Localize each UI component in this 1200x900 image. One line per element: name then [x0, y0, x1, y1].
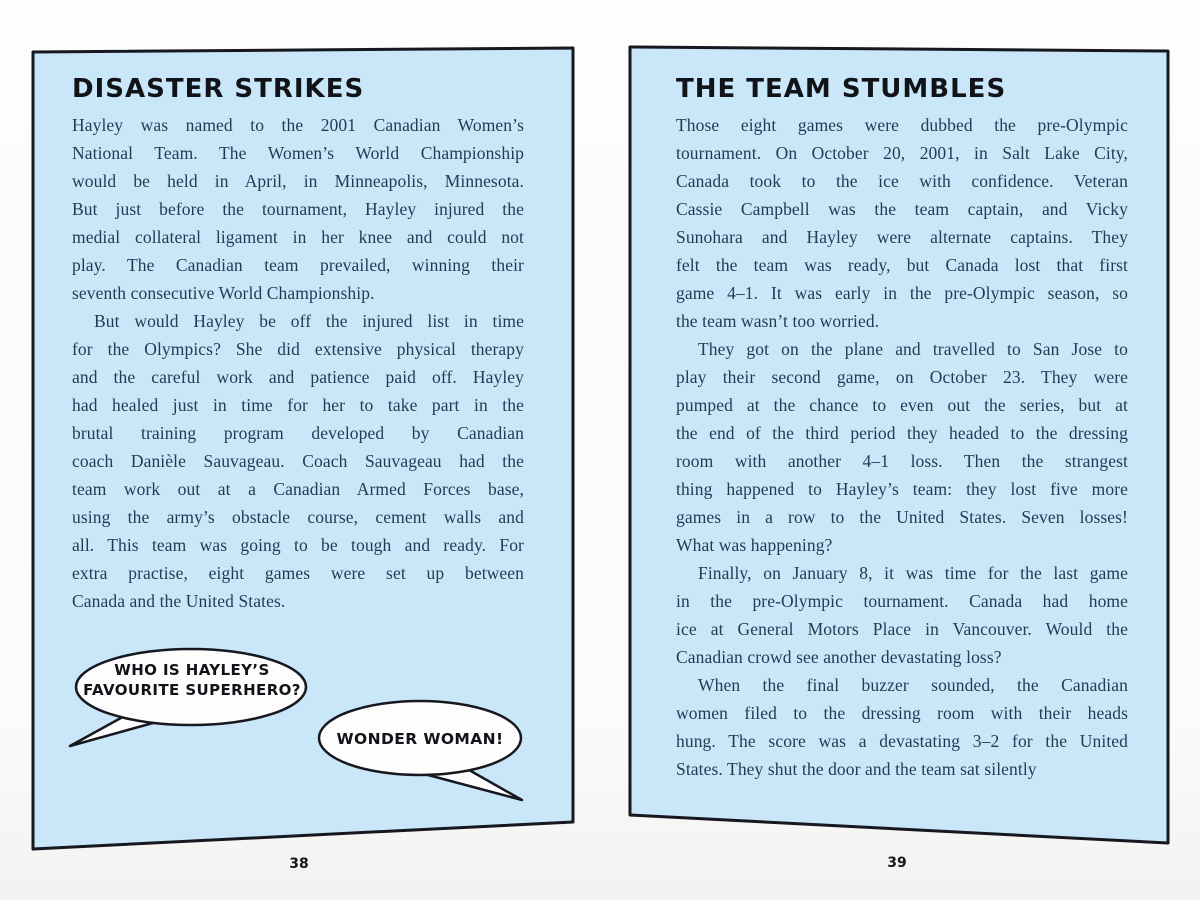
text-line: Canada took to the ice with confidence. Veteran [676, 171, 1128, 191]
text-line: women filed to the dressing room with their heads [676, 703, 1128, 723]
text-line: coach Danièle Sauvageau. Coach Sauvageau had the [72, 451, 524, 471]
text-line: had healed just in time for her to take part in the [72, 395, 524, 415]
text-line: States. They shut the door and the team sat silently [676, 759, 1037, 779]
text-line: When the final buzzer sounded, the Canadian [698, 675, 1128, 695]
text-line: thing happened to Hayley’s team: they lost five more [676, 479, 1128, 499]
text-line: But would Hayley be off the injured list in time [94, 311, 524, 331]
speech-bubble-1-text [76, 660, 308, 700]
text-line: using the army’s obstacle course, cement walls and [72, 507, 524, 527]
text-line: pumped at the chance to even out the series, but at [676, 395, 1128, 415]
text-line: What was happening? [676, 535, 833, 555]
paragraph [676, 671, 1128, 783]
text-line: play. The Canadian team prevailed, winning their [72, 255, 524, 275]
text-line: Finally, on January 8, it was time for the last game [698, 563, 1128, 583]
text-line: game 4–1. It was early in the pre-Olympic season, so [676, 283, 1128, 303]
body-text [676, 111, 1128, 783]
text-line: Cassie Campbell was the team captain, and Vicky [676, 199, 1128, 219]
bubble-line: FAVOURITE SUPERHERO? [83, 681, 301, 699]
text-line: would be held in April, in Minneapolis, Minnesota. [72, 171, 524, 191]
text-line: team work out at a Canadian Armed Forces base, [72, 479, 524, 499]
text-line: play their second game, on October 23. They were [676, 367, 1128, 387]
text-line: felt the team was ready, but Canada lost that first [676, 255, 1128, 275]
text-line: the end of the third period they headed to the dressing [676, 423, 1128, 443]
speech-bubble-2-text [320, 729, 520, 749]
paragraph [676, 559, 1128, 671]
text-line: games in a row to the United States. Seven losses! [676, 507, 1128, 527]
text-line: Canadian crowd see another devastating loss? [676, 647, 1002, 667]
paragraph [676, 335, 1128, 559]
text-line: and the careful work and patience paid off. Hayley [72, 367, 524, 387]
text-line: Those eight games were dubbed the pre-Olympic [676, 115, 1128, 135]
text-line: But just before the tournament, Hayley injured the [72, 199, 524, 219]
page-number-left: 38 [289, 856, 309, 872]
text-line: the team wasn’t too worried. [676, 311, 880, 331]
section-heading: DISASTER STRIKES [72, 74, 365, 104]
text-line: all. This team was going to be tough and ready. For [72, 535, 524, 555]
text-line: room with another 4–1 loss. Then the strangest [676, 451, 1128, 471]
text-line: Canada and the United States. [72, 591, 286, 611]
text-line: hung. The score was a devastating 3–2 for the United [676, 731, 1128, 751]
bubble-line: WHO IS HAYLEY’S [114, 661, 270, 679]
text-line: Hayley was named to the 2001 Canadian Women’s [72, 115, 524, 135]
paragraph [676, 111, 1128, 335]
text-line: tournament. On October 20, 2001, in Salt Lake City, [676, 143, 1128, 163]
text-line: Sunohara and Hayley were alternate captains. They [676, 227, 1128, 247]
paragraph [72, 111, 524, 307]
text-line: They got on the plane and travelled to San Jose to [698, 339, 1128, 359]
text-line: medial collateral ligament in her knee and could not [72, 227, 524, 247]
right-page-content [676, 74, 1128, 783]
text-line: ice at General Motors Place in Vancouver. Would the [676, 619, 1128, 639]
page-number-right: 39 [887, 855, 907, 871]
section-heading: THE TEAM STUMBLES [676, 74, 1007, 104]
text-line: extra practise, eight games were set up between [72, 563, 524, 583]
text-line: seventh consecutive World Championship. [72, 283, 375, 303]
left-page-content [72, 74, 524, 615]
text-line: National Team. The Women’s World Championship [72, 143, 524, 163]
body-text [72, 111, 524, 615]
text-line: brutal training program developed by Canadian [72, 423, 524, 443]
text-line: for the Olympics? She did extensive physical therapy [72, 339, 524, 359]
paragraph [72, 307, 524, 615]
text-line: in the pre-Olympic tournament. Canada had home [676, 591, 1128, 611]
bubble-line: WONDER WOMAN! [336, 730, 504, 748]
